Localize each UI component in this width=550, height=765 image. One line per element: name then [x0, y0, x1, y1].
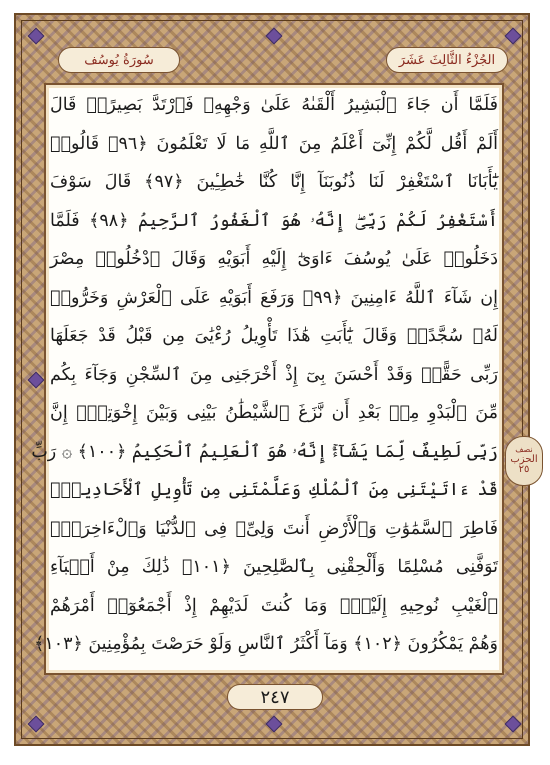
- text-line-7: لَهُۥ سُجَّدًاۖ وَقَالَ يَٰٓأَبَتِ هَٰذَا تَأْوِيلُ رُءْيَٰىَ مِن قَبْلُ قَدْ جَعَلَهَا: [50, 326, 498, 346]
- text-line-12: فَاطِرَ ٱلسَّمَٰوَٰتِ وَٱلْأَرْضِ أَنتَ وَلِىِّۦ فِى ٱلدُّنْيَا وَٱلْءَاخِرَةِۖ: [50, 518, 498, 539]
- page-number: ٢٤٧: [260, 686, 290, 708]
- text-line-15: وَهُمْ يَمْكُرُونَ ﴿١٠٢﴾ وَمَآ أَكْثَرُ ٱلنَّاسِ وَلَوْ حَرَصْتَ بِمُؤْمِنِينَ ﴿١٠٣﴾: [34, 634, 498, 654]
- text-line-14: ٱلْغَيْبِ نُوحِيهِ إِلَيْكَۖ وَمَا كُنتَ لَدَيْهِمْ إِذْ أَجْمَعُوٓا۟ أَمْرَهُمْ: [50, 595, 498, 616]
- juz-name: الجُزْءُ الثَّالِثَ عَشَرَ: [398, 52, 496, 68]
- text-line-6: إِن شَآءَ ٱللَّهُ ءَامِنِينَ ﴿٩٩﴾ وَرَفَعَ أَبَوَيْهِ عَلَى ٱلْعَرْشِ وَخَرُّوا۟: [50, 287, 498, 308]
- text-line-10: رَبِّى لَطِيفٌ لِّمَا يَشَآءُۚ إِنَّهُۥ هُوَ ٱلْعَلِيمُ ٱلْحَكِيمُ ﴿١٠٠﴾ ۞ رَبِّ: [31, 441, 498, 462]
- text-line-4: أَسْتَغْفِرُ لَكُمْ رَبِّىٓۖ إِنَّهُۥ هُوَ ٱلْغَفُورُ ٱلرَّحِيمُ ﴿٩٨﴾ فَلَمَّا: [50, 210, 498, 231]
- text-line-9: مِّنَ ٱلْبَدْوِ مِنۢ بَعْدِ أَن نَّزَغَ ٱلشَّيْطَٰنُ بَيْنِى وَبَيْنَ إِخْوَتِىٓۚ إِنَّ: [50, 403, 498, 423]
- text-line-13: تَوَفَّنِى مُسْلِمًا وَأَلْحِقْنِى بِٱلصَّٰلِحِينَ ﴿١٠١﴾ ذَٰلِكَ مِنْ أَنۢبَآءِ: [50, 557, 498, 577]
- hizb-fraction: نصف: [515, 445, 533, 455]
- text-line-8: رَبِّى حَقًّاۖ وَقَدْ أَحْسَنَ بِىٓ إِذْ أَخْرَجَنِى مِنَ ٱلسِّجْنِ وَجَآءَ بِكُم: [50, 364, 498, 385]
- hizb-label: الحزب: [510, 453, 538, 465]
- quran-text-block: [31, 90, 499, 670]
- surah-name-cartouche: [58, 47, 180, 73]
- hizb-marker: [505, 436, 543, 486]
- page-number-cartouche: [227, 684, 323, 710]
- text-line-5: دَخَلُوا۟ عَلَىٰ يُوسُفَ ءَاوَىٰٓ إِلَيْهِ أَبَوَيْهِ وَقَالَ ٱدْخُلُوا۟ مِصْرَ: [50, 249, 498, 269]
- text-line-11: قَدْ ءَاتَيْتَنِى مِنَ ٱلْمُلْكِ وَعَلَّمْتَنِى مِن تَأْوِيلِ ٱلْأَحَادِيثِۚ: [50, 480, 498, 500]
- text-line-2: أَلَمْ أَقُل لَّكُمْ إِنِّىٓ أَعْلَمُ مِنَ ٱللَّهِ مَا لَا تَعْلَمُونَ ﴿٩٦﴾ قَالُوا۟: [50, 133, 499, 154]
- surah-name: سُورَةُ يُوسُف: [84, 52, 154, 68]
- juz-name-cartouche: [386, 47, 508, 73]
- text-line-1: فَلَمَّا أَن جَاءَ ٱلْبَشِيرُ أَلْقَىٰهُ عَلَىٰ وَجْهِهِۦ فَٱرْتَدَّ بَصِيرًاۖ قَالَ: [50, 95, 498, 115]
- text-line-3: يَٰٓأَبَانَا ٱسْتَغْفِرْ لَنَا ذُنُوبَنَآ إِنَّا كُنَّا خَٰطِـِٔينَ ﴿٩٧﴾ قَالَ سَوْفَ: [50, 172, 499, 192]
- hizb-number: ٢٥: [518, 464, 530, 476]
